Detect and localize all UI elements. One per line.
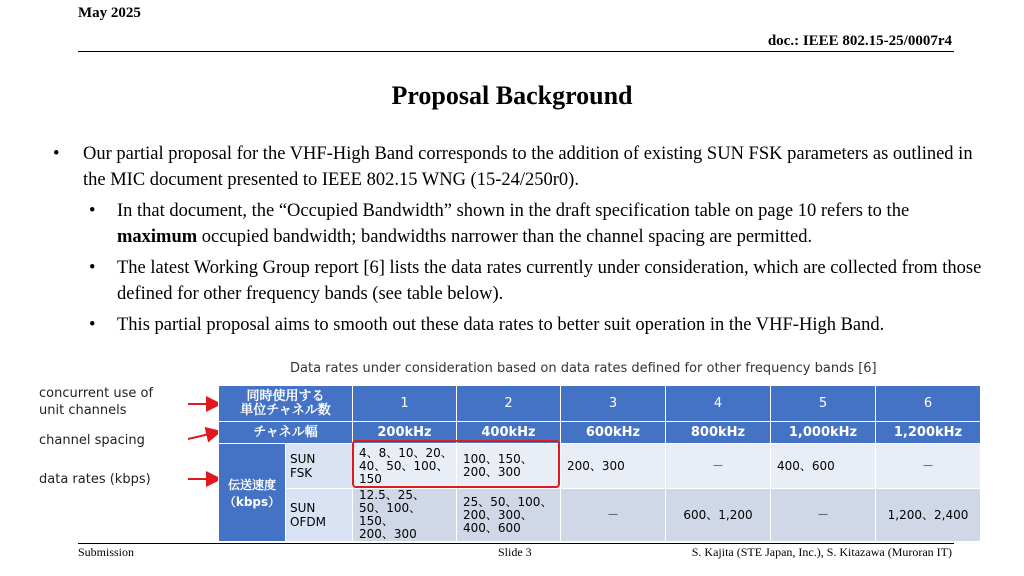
spacing-cell: 800kHz bbox=[666, 422, 771, 444]
table-header-row bbox=[219, 386, 981, 422]
label-data-rates: data rates (kbps) bbox=[39, 472, 151, 487]
col-header: 2 bbox=[457, 386, 561, 422]
table-cell: 12.5、25、 50、100、150、 200、300 bbox=[353, 489, 457, 542]
table-row-ofdm bbox=[219, 489, 981, 542]
header-doc-id: doc.: IEEE 802.15-25/0007r4 bbox=[767, 33, 952, 49]
footer-submission: Submission bbox=[78, 545, 135, 559]
spacing-cell: 1,000kHz bbox=[771, 422, 876, 444]
label-concurrent-use: concurrent use of unit channels bbox=[39, 386, 154, 418]
table-cell: 400、600 bbox=[771, 444, 876, 489]
bullet-list bbox=[53, 141, 983, 343]
col-header: 5 bbox=[771, 386, 876, 422]
table-cell: － bbox=[771, 489, 876, 542]
footer-divider bbox=[78, 543, 954, 544]
table-cell: 200、300 bbox=[561, 444, 666, 489]
col-header: 6 bbox=[876, 386, 981, 422]
spacing-cell: 1,200kHz bbox=[876, 422, 981, 444]
table-cell: － bbox=[666, 444, 771, 489]
bullet-text: This partial proposal aims to smooth out these data rates to better suit operation in the VHF-High Band. bbox=[117, 315, 885, 335]
sub-bullet-item bbox=[53, 198, 983, 250]
spacing-cell: 400kHz bbox=[457, 422, 561, 444]
bullet-text: Our partial proposal for the VHF-High Band corresponds to the addition of existing SUN FSK parameters as outlined in the MIC document presented to IEEE 802.15 WNG (15-24/250r0). bbox=[83, 144, 973, 190]
bullet-text: The latest Working Group report [6] lists the data rates currently under consideration, which are collected from those defined for other frequency bands (see table below). bbox=[117, 258, 982, 304]
fsk-label-cell: SUN FSK bbox=[286, 444, 353, 489]
table-cell: － bbox=[876, 444, 981, 489]
pointer-arrows bbox=[186, 380, 222, 490]
bullet-text-post: occupied bandwidth; bandwidths narrower than the channel spacing are permitted. bbox=[197, 227, 813, 247]
rate-label-cell: 伝送速度 （kbps） bbox=[219, 444, 286, 542]
col-header: 3 bbox=[561, 386, 666, 422]
table-cell: 25、50、100、 200、300、 400、600 bbox=[457, 489, 561, 542]
bullet-text-pre: In that document, the “Occupied Bandwidth” shown in the draft specification table on page 10 refers to the bbox=[117, 201, 910, 221]
bullet-dot-icon: • bbox=[53, 144, 60, 164]
spacing-cell: 600kHz bbox=[561, 422, 666, 444]
spacing-cell: 200kHz bbox=[353, 422, 457, 444]
header-date: May 2025 bbox=[78, 5, 141, 21]
table-cell: 1,200、2,400 bbox=[876, 489, 981, 542]
table-caption: Data rates under consideration based on data rates defined for other frequency bands [6] bbox=[290, 361, 877, 376]
col-header: 4 bbox=[666, 386, 771, 422]
sub-bullet-item bbox=[53, 312, 983, 338]
arrow-spacing-icon bbox=[188, 432, 218, 439]
bullet-dot-icon: • bbox=[89, 315, 96, 335]
label-channel-spacing: channel spacing bbox=[39, 433, 145, 448]
header-divider bbox=[78, 51, 954, 52]
table-row-fsk bbox=[219, 444, 981, 489]
slide-title: Proposal Background bbox=[391, 81, 633, 110]
bullet-item bbox=[53, 141, 983, 193]
footer-slide-number: Slide 3 bbox=[498, 545, 532, 559]
highlight-box bbox=[352, 440, 560, 488]
header-spacing-cell: チャネル幅 bbox=[219, 422, 353, 444]
bullet-dot-icon: • bbox=[89, 258, 96, 278]
header-concurrent-cell: 同時使用する 単位チャネル数 bbox=[219, 386, 353, 422]
bullet-text-bold: maximum bbox=[117, 227, 198, 247]
table-cell: 100、150、 200、300 bbox=[457, 444, 561, 489]
table-cell: 600、1,200 bbox=[666, 489, 771, 542]
table-cell: 4、8、10、20、 40、50、100、 150 bbox=[353, 444, 457, 489]
col-header: 1 bbox=[353, 386, 457, 422]
data-rate-table bbox=[218, 385, 981, 542]
bullet-dot-icon: • bbox=[89, 201, 96, 221]
sub-bullet-item bbox=[53, 255, 983, 307]
table-spacing-row bbox=[219, 422, 981, 444]
table-cell: － bbox=[561, 489, 666, 542]
footer-authors: S. Kajita (STE Japan, Inc.), S. Kitazawa (Muroran IT) bbox=[691, 545, 952, 559]
ofdm-label-cell: SUN OFDM bbox=[286, 489, 353, 542]
